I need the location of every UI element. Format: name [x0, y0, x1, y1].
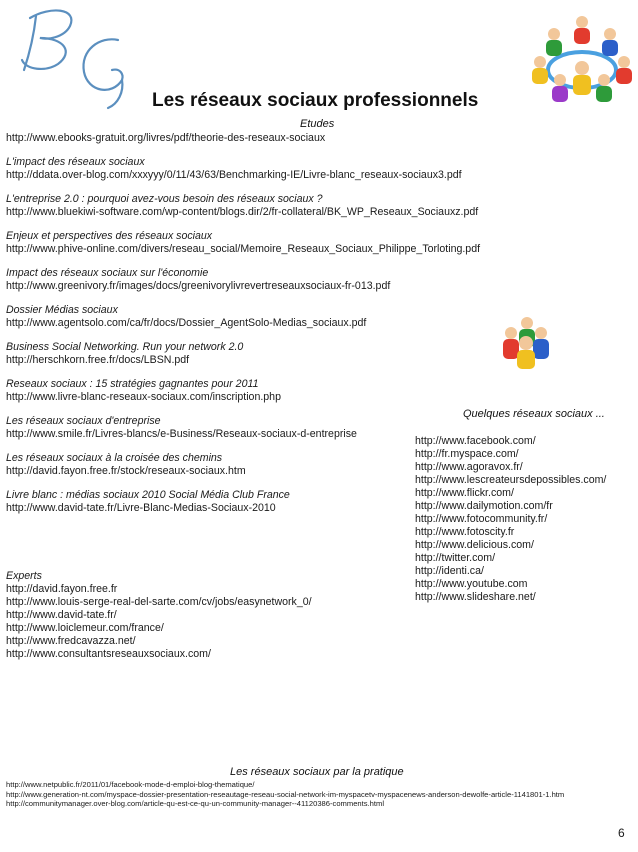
networks-heading: Quelques réseaux sociaux ... [463, 408, 605, 420]
list-item [6, 415, 426, 441]
page-title: Les réseaux sociaux professionnels [152, 90, 479, 111]
practice-list [6, 780, 564, 809]
practice-url[interactable]: http://www.netpublic.fr/2011/01/facebook-mode-d-emploi-blog-thematique/ [6, 780, 255, 789]
list-item [6, 156, 462, 182]
list-item [6, 452, 426, 478]
entry-url[interactable]: http://www.smile.fr/Livres-blancs/e-Business/Reseaux-sociaux-d-entreprise [6, 428, 357, 440]
entry-title: Les réseaux sociaux d'entreprise [6, 415, 161, 427]
network-url[interactable]: http://www.delicious.com/ [415, 539, 534, 551]
list-item [6, 193, 479, 219]
list-item [6, 267, 426, 293]
logo-letters: BG [20, 32, 22, 33]
practice-url[interactable]: http://www.generation-nt.com/myspace-dossier-presentation-reseautage-reseau-social-network-im-myspacetv-myspacenews-anderson-dewolfe-article-1141801-1.htm [6, 789, 565, 799]
expert-url[interactable]: http://www.consultantsreseauxsociaux.com/ [6, 648, 211, 660]
network-url[interactable]: http://fr.myspace.com/ [415, 448, 519, 460]
entry-url[interactable]: http://www.agentsolo.com/ca/fr/docs/Dossier_AgentSolo-Medias_sociaux.pdf [6, 317, 367, 329]
entry-title: Enjeux et perspectives des réseaux sociaux [6, 230, 213, 242]
entry-url[interactable]: http://www.ebooks-gratuit.org/livres/pdf/theorie-des-reseaux-sociaux [6, 132, 326, 144]
entry-title: L'entreprise 2.0 : pourquoi avez-vous besoin des réseaux sociaux ? [6, 193, 323, 205]
network-url[interactable]: http://www.flickr.com/ [415, 487, 514, 499]
entry-title: Dossier Médias sociaux [6, 304, 118, 316]
entry-title: Reseaux sociaux : 15 stratégies gagnantes pour 2011 [6, 378, 259, 390]
list-item [6, 230, 481, 256]
practice-heading: Les réseaux sociaux par la pratique [230, 766, 404, 778]
studies-heading: Etudes [300, 118, 335, 130]
page-number: 6 [618, 826, 625, 840]
entry-title: Impact des réseaux sociaux sur l'économie [6, 267, 209, 279]
entry-url[interactable]: http://ddata.over-blog.com/xxxyyy/0/11/43/63/Benchmarking-IE/Livre-blanc_reseaux-sociaux3.pdf [6, 169, 462, 181]
expert-url[interactable]: http://david.fayon.free.fr [6, 583, 118, 595]
entry-url[interactable]: http://www.phive-online.com/divers/reseau_social/Memoire_Reseaux_Sociaux_Philippe_Torloting.pdf [6, 243, 481, 255]
experts-title: Experts [6, 570, 42, 582]
list-item [6, 378, 426, 404]
entry-title: Livre blanc : médias sociaux 2010 Social Média Club France [6, 489, 290, 501]
list-item [6, 304, 426, 330]
entry-url[interactable]: http://www.david-tate.fr/Livre-Blanc-Medias-Sociaux-2010 [6, 502, 276, 514]
network-url[interactable]: http://www.lescreateursdepossibles.com/ [415, 474, 607, 486]
network-url[interactable]: http://www.fotocommunity.fr/ [415, 513, 548, 525]
network-url[interactable]: http://identi.ca/ [415, 565, 484, 577]
expert-url[interactable]: http://www.david-tate.fr/ [6, 609, 117, 621]
entry-url[interactable]: http://www.bluekiwi-software.com/wp-content/blogs.dir/2/fr-collateral/BK_WP_Reseaux_Sociauxz.pdf [6, 206, 479, 218]
entry-title: Business Social Networking. Run your network 2.0 [6, 341, 244, 353]
network-url[interactable]: http://www.slideshare.net/ [415, 591, 536, 603]
network-url[interactable]: http://www.facebook.com/ [415, 435, 536, 447]
people-network-icon [530, 10, 634, 108]
networks-list [415, 435, 606, 604]
list-item [6, 341, 426, 367]
entry-url[interactable]: http://www.livre-blanc-reseaux-sociaux.com/inscription.php [6, 391, 281, 403]
entry-url[interactable]: http://www.greenivory.fr/images/docs/greenivorylivrevertreseauxsociaux-fr-013.pdf [6, 280, 391, 292]
network-url[interactable]: http://twitter.com/ [415, 552, 496, 564]
list-item [6, 489, 426, 515]
bg-logo [0, 0, 160, 112]
entry-title: L'impact des réseaux sociaux [6, 156, 145, 168]
expert-url[interactable]: http://www.loiclemeur.com/france/ [6, 622, 164, 634]
network-url[interactable]: http://www.agoravox.fr/ [415, 461, 523, 473]
network-url[interactable]: http://www.fotoscity.fr [415, 526, 515, 538]
people-group-icon [497, 315, 555, 369]
list-item [6, 132, 426, 145]
expert-url[interactable]: http://www.louis-serge-real-del-sarte.com/cv/jobs/easynetwork_0/ [6, 596, 312, 608]
experts-section [6, 570, 312, 661]
practice-url[interactable]: http://communitymanager.over-blog.com/article-qu-est-ce-qu-un-community-manager--41120386-comments.html [6, 799, 385, 808]
entry-url[interactable]: http://herschkorn.free.fr/docs/LBSN.pdf [6, 354, 190, 366]
network-url[interactable]: http://www.youtube.com [415, 578, 528, 590]
expert-url[interactable]: http://www.fredcavazza.net/ [6, 635, 136, 647]
entry-title: Les réseaux sociaux à la croisée des chemins [6, 452, 223, 464]
network-url[interactable]: http://www.dailymotion.com/fr [415, 500, 553, 512]
entry-url[interactable]: http://david.fayon.free.fr/stock/reseaux-sociaux.htm [6, 465, 246, 477]
